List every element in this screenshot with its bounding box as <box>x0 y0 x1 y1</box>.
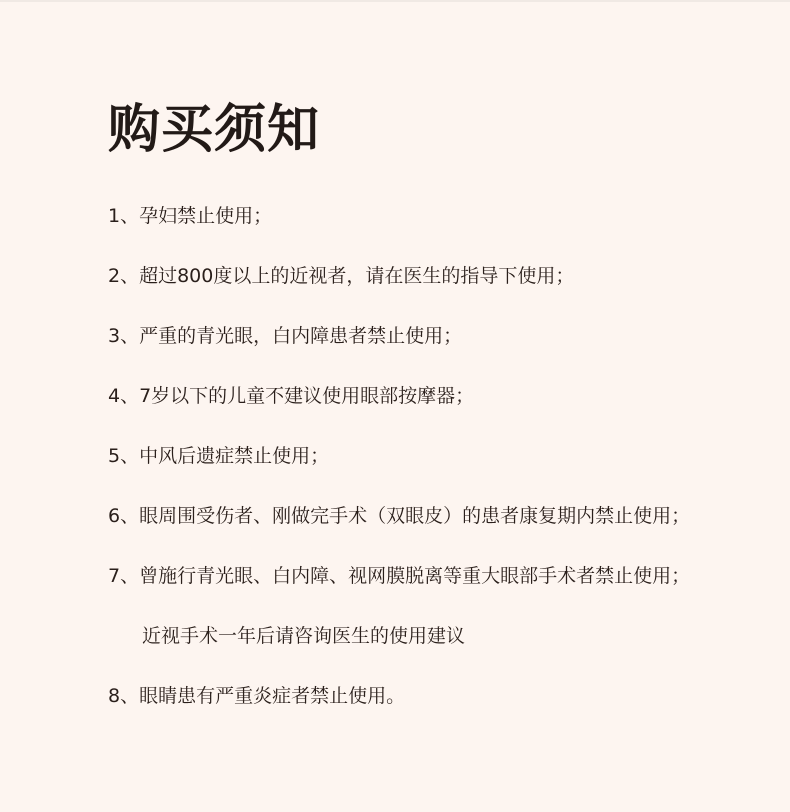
notice-item-1: 1、孕妇禁止使用； <box>108 205 273 227</box>
notice-item-8: 8、眼睛患有严重炎症者禁止使用。 <box>108 685 406 707</box>
notice-item-7: 7、曾施行青光眼、白内障、视网膜脱离等重大眼部手术者禁止使用； <box>108 565 691 587</box>
top-divider <box>0 0 790 2</box>
notice-list <box>108 198 768 738</box>
notice-item-5: 5、中风后遗症禁止使用； <box>108 445 330 467</box>
notice-item-3: 3、严重的青光眼，白内障患者禁止使用； <box>108 325 463 347</box>
notice-item-4: 4、7岁以下的儿童不建议使用眼部按摩器； <box>108 385 475 407</box>
page-title: 购买须知 <box>108 100 321 160</box>
notice-item-7-note: 近视手术一年后请咨询医生的使用建议 <box>142 625 466 647</box>
notice-item-2: 2、超过800度以上的近视者，请在医生的指导下使用； <box>108 265 575 287</box>
notice-item-6: 6、眼周围受伤者、刚做完手术（双眼皮）的患者康复期内禁止使用； <box>108 505 691 527</box>
